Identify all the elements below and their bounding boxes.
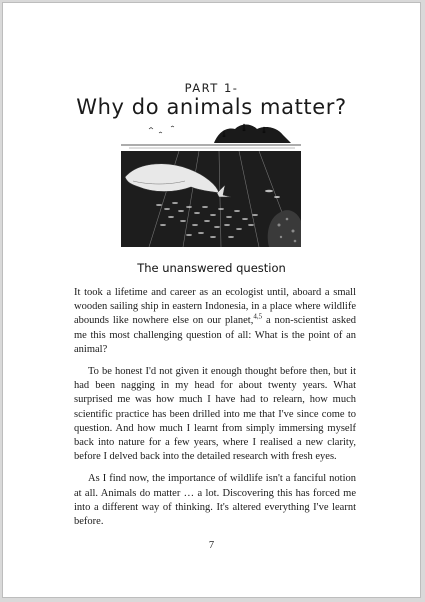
island <box>214 125 291 144</box>
birds <box>149 126 174 133</box>
paragraph: As I find now, the importance of wildlife isn't a fanciful notion at all. Animals do matter … a lot. Discovering this has forced me into a different way of thinking. It's altered everything I've learnt before. <box>74 473 356 528</box>
footnote-reference[interactable]: 4,5 <box>253 312 263 321</box>
book-page <box>2 2 421 598</box>
chapter-title: Why do animals matter? <box>76 95 347 119</box>
page-number: 7 <box>208 540 215 551</box>
whale-and-fish-shoal-illustration <box>119 121 303 247</box>
section-heading: The unanswered question <box>137 261 286 275</box>
part-label: PART 1- <box>184 81 239 95</box>
paragraph: To be honest I'd not given it enough thought before then, but it had been nagging in my head for about twenty years. What surprised me was how much I have had to relearn, how much scientific practice has been drilled into me that I've since come to question. And how much I learnt from simply immersing myself back into nature for a few years, where I realised a new clarity, before I delved back into the detailed research with fresh eyes. <box>74 366 356 463</box>
body-text <box>74 286 356 537</box>
paragraph: It took a lifetime and career as an ecologist until, aboard a small wooden sailing ship in eastern Indonesia, in a place where wildlife abounds like nowhere else on our planet,$^{4,5}$ a non-scientist asked me this most challenging question of all: What is the point of an animal? <box>74 287 356 355</box>
